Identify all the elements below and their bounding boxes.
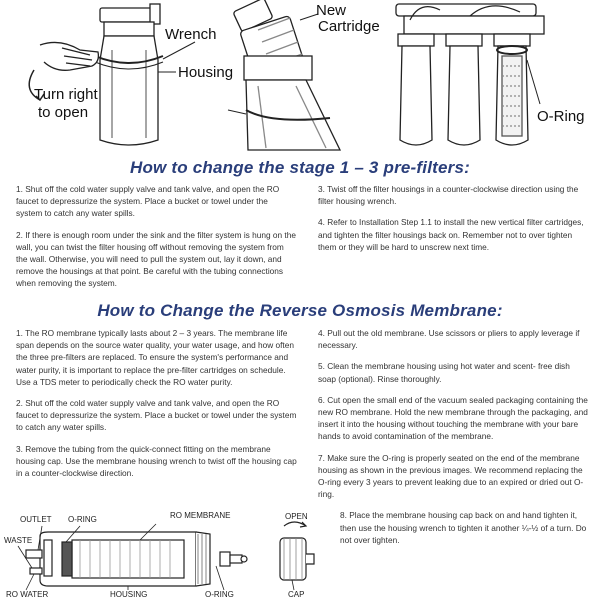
ro-water-label: RO WATER (6, 590, 49, 599)
cartridge-label: Cartridge (318, 18, 380, 35)
outlet-label: OUTLET (20, 515, 52, 524)
prefilter-step-3: 3. Twist off the filter housings in a counter-clockwise direction using the filter housing wrench. (318, 184, 579, 207)
turn-right-label: Turn right (34, 86, 98, 103)
wrench-label: Wrench (165, 26, 217, 43)
membrane-step-3: 3. Remove the tubing from the quick-connect fitting on the membrane housing cap. Use the membrane housing wrench to twist off the housing cap in a counter-clockwise direction. (16, 443, 297, 479)
membrane-step-6: 6. Cut open the small end of the vacuum sealed packaging containing the new RO membrane. Hold the new membrane through the packaging, and insert it into the housing without touching the membrane with your bare hands to avoid contamination of the membrane. (318, 394, 588, 442)
prefilter-left-column (16, 183, 296, 299)
membrane-step-8: 8. Place the membrane housing cap back on and hand tighten it, then use the housing wrench to tighten it another ¼-½ of a turn. Do not over tighten. (340, 510, 587, 545)
housing-diagram-label: HOUSING (110, 590, 148, 599)
prefilter-illustrations (0, 0, 600, 156)
ro-system-illustration (396, 4, 544, 145)
o-ring-label: O-Ring (537, 108, 585, 125)
housing-label: Housing (178, 64, 234, 81)
membrane-step-1: 1. The RO membrane typically lasts about 2 – 3 years. The membrane life span depends on the source water quality, your water usage, and how often the three pre-filters are replaced. To ensure the system's performance and water purity, it is important to replace the pre-filter cartridges on schedule. Use a TDS meter to periodically check the RO water purity. (16, 328, 294, 387)
prefilter-heading: How to change the stage 1 – 3 pre-filters: (130, 158, 470, 177)
open-label: OPEN (285, 512, 308, 521)
o-ring-bottom-label: O-RING (205, 590, 234, 599)
new-label: New (316, 2, 347, 19)
membrane-step-7: 7. Make sure the O-ring is properly seated on the end of the membrane housing as shown in the previous images. We recommend replacing the O-ring every 3 years to prevent leaking due to an expired or dried out O-ring. (318, 452, 584, 500)
membrane-step-4: 4. Pull out the old membrane. Use scissors or pliers to apply leverage if necessary. (318, 328, 580, 351)
waste-label: WASTE (4, 536, 33, 545)
to-open-label: to open (38, 104, 89, 121)
cap-label: CAP (288, 590, 305, 599)
ro-membrane-label: RO MEMBRANE (170, 511, 231, 520)
o-ring-top-label: O-RING (68, 515, 97, 524)
membrane-step-2: 2. Shut off the cold water supply valve and tank valve, and open the RO faucet to depressurize the system. Place a bucket or towel under the system to catch any water spills. (16, 398, 297, 433)
prefilter-step-1: 1. Shut off the cold water supply valve and tank valve, and open the RO faucet to depressurize the system. Place a bucket or towel under the system to catch any water spills. (16, 184, 280, 219)
prefilter-step-4: 4. Refer to Installation Step 1.1 to install the new vertical filter cartridges, and tighten the filter housings back on. Remember not to over tighten them or they will be hard to unscrew next time. (318, 217, 584, 252)
membrane-right-column (318, 327, 590, 555)
membrane-heading: How to Change the Reverse Osmosis Membrane: (97, 301, 503, 320)
prefilter-step-2: 2. If there is enough room under the sink and the filter system is hung on the wall, you can twist the filter housing off without removing the system from the wall. Otherwise, you will need to pull the system out, lay it down, and remove the housings at that point. Be careful with the tubing connections when removing the system. (16, 229, 296, 289)
prefilter-right-column (318, 183, 590, 262)
membrane-left-column (16, 327, 298, 488)
membrane-step-5: 5. Clean the membrane housing using hot water and scent- free dish soap (optional). Rinse thoroughly. (318, 361, 570, 384)
